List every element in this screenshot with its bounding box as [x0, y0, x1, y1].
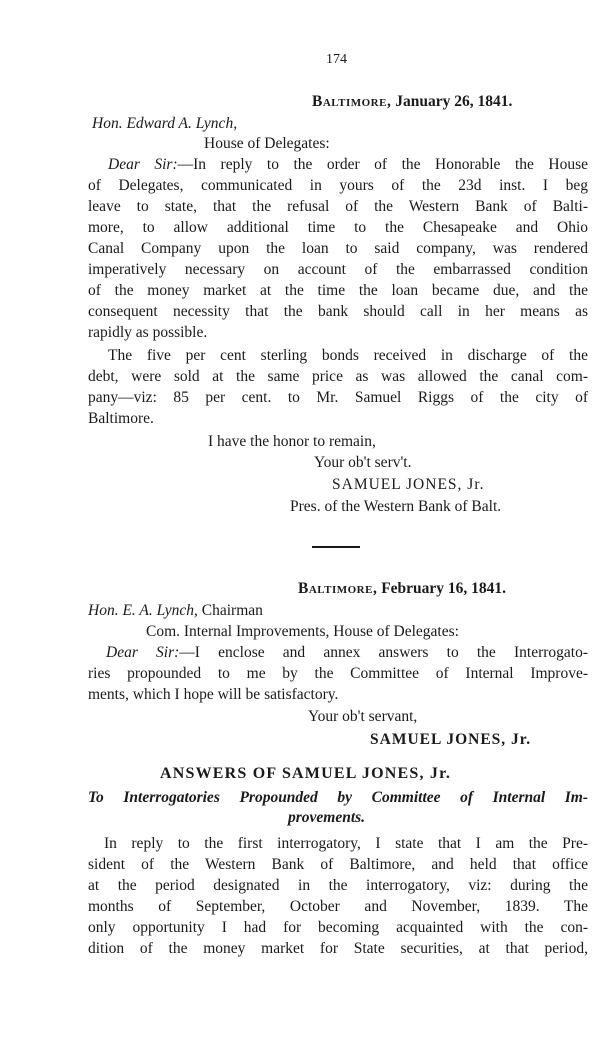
answers-subheading-line1: To Interrogatories Propounded by Committee of Internal Im- [88, 789, 588, 806]
section-divider [312, 546, 360, 548]
letter1-salutation: Dear Sir: [108, 156, 178, 173]
letter1-closing: I have the honor to remain, [208, 433, 376, 450]
answers-body-line-2: sident of the Western Bank of Baltimore, and held that office [88, 856, 588, 873]
letter2-dateline-place: Baltimore, [298, 580, 378, 597]
letter1-body-line-10: The five per cent sterling bonds received in discharge of the [108, 347, 588, 364]
letter2-addressee: Hon. E. A. Lynch, Chairman [88, 602, 263, 619]
letter1-addressee: Hon. Edward A. Lynch, [92, 115, 238, 132]
letter2-body-line-2: ries propounded to me by the Committee of Internal Improve- [88, 665, 588, 682]
letter1-body-line-8: consequent necessity that the bank should call in her means as [88, 303, 588, 320]
letter1-addressee-line2: House of Delegates: [204, 135, 330, 152]
letter1-signature-title: Pres. of the Western Bank of Balt. [290, 498, 502, 515]
letter1-dateline-date: January 26, 1841. [395, 93, 513, 110]
answers-subheading-line2: provements. [288, 809, 366, 826]
letter1-closing2: Your ob't serv't. [314, 454, 412, 471]
letter1-dateline [312, 92, 512, 112]
letter2-dateline [298, 579, 506, 599]
letter2-body-line-1: Dear Sir:—I enclose and annex answers to the Interrogato- [106, 644, 589, 661]
answers-body-line-4: months of September, October and November, 1839. The [88, 898, 588, 915]
letter1-body-line-1: Dear Sir:—In reply to the order of the Honorable the House [108, 156, 589, 173]
letter1-signature: SAMUEL JONES, Jr. [332, 476, 485, 493]
letter1-body-line-13: Baltimore. [88, 410, 154, 427]
letter1-body-line-5: Canal Company upon the loan to said company, was rendered [88, 240, 588, 257]
letter1-body-line-3: leave to state, that the refusal of the Western Bank of Balti- [88, 198, 588, 215]
letter2-signature: SAMUEL JONES, Jr. [370, 731, 532, 748]
letter1-body-line-2: of Delegates, communicated in yours of the 23d inst. I beg [88, 177, 588, 194]
letter2-body-line-3: ments, which I hope will be satisfactory. [88, 686, 339, 703]
letter2-salutation: Dear Sir: [106, 644, 180, 661]
answers-heading: ANSWERS OF SAMUEL JONES, Jr. [160, 765, 452, 782]
answers-body-line-5: only opportunity I had for becoming acquainted with the con- [88, 919, 588, 936]
page-number: 174 [326, 52, 347, 67]
answers-body-line-1: In reply to the first interrogatory, I state that I am the Pre- [104, 835, 588, 852]
letter1-body-line-9: rapidly as possible. [88, 324, 208, 341]
letter2-addressee-line2: Com. Internal Improvements, House of Delegates: [146, 623, 459, 640]
letter1-body-line-12: pany—viz: 85 per cent. to Mr. Samuel Riggs of the city of [88, 389, 588, 406]
letter1-body-line-6: imperatively necessary on account of the embarrassed condition [88, 261, 588, 278]
letter2-dateline-date: February 16, 1841. [381, 580, 507, 597]
letter1-body-line-11: debt, were sold at the same price as was allowed the canal com- [88, 368, 588, 385]
letter1-body-line-7: of the money market at the time the loan became due, and the [88, 282, 588, 299]
answers-body-line-6: dition of the money market for State securities, at that period, [88, 940, 588, 957]
letter1-body-line-4: more, to allow additional time to the Chesapeake and Ohio [88, 219, 588, 236]
letter2-closing: Your ob't servant, [308, 708, 418, 725]
letter1-dateline-place: Baltimore, [312, 93, 392, 110]
answers-body-line-3: at the period designated in the interrogatory, viz: during the [88, 877, 588, 894]
